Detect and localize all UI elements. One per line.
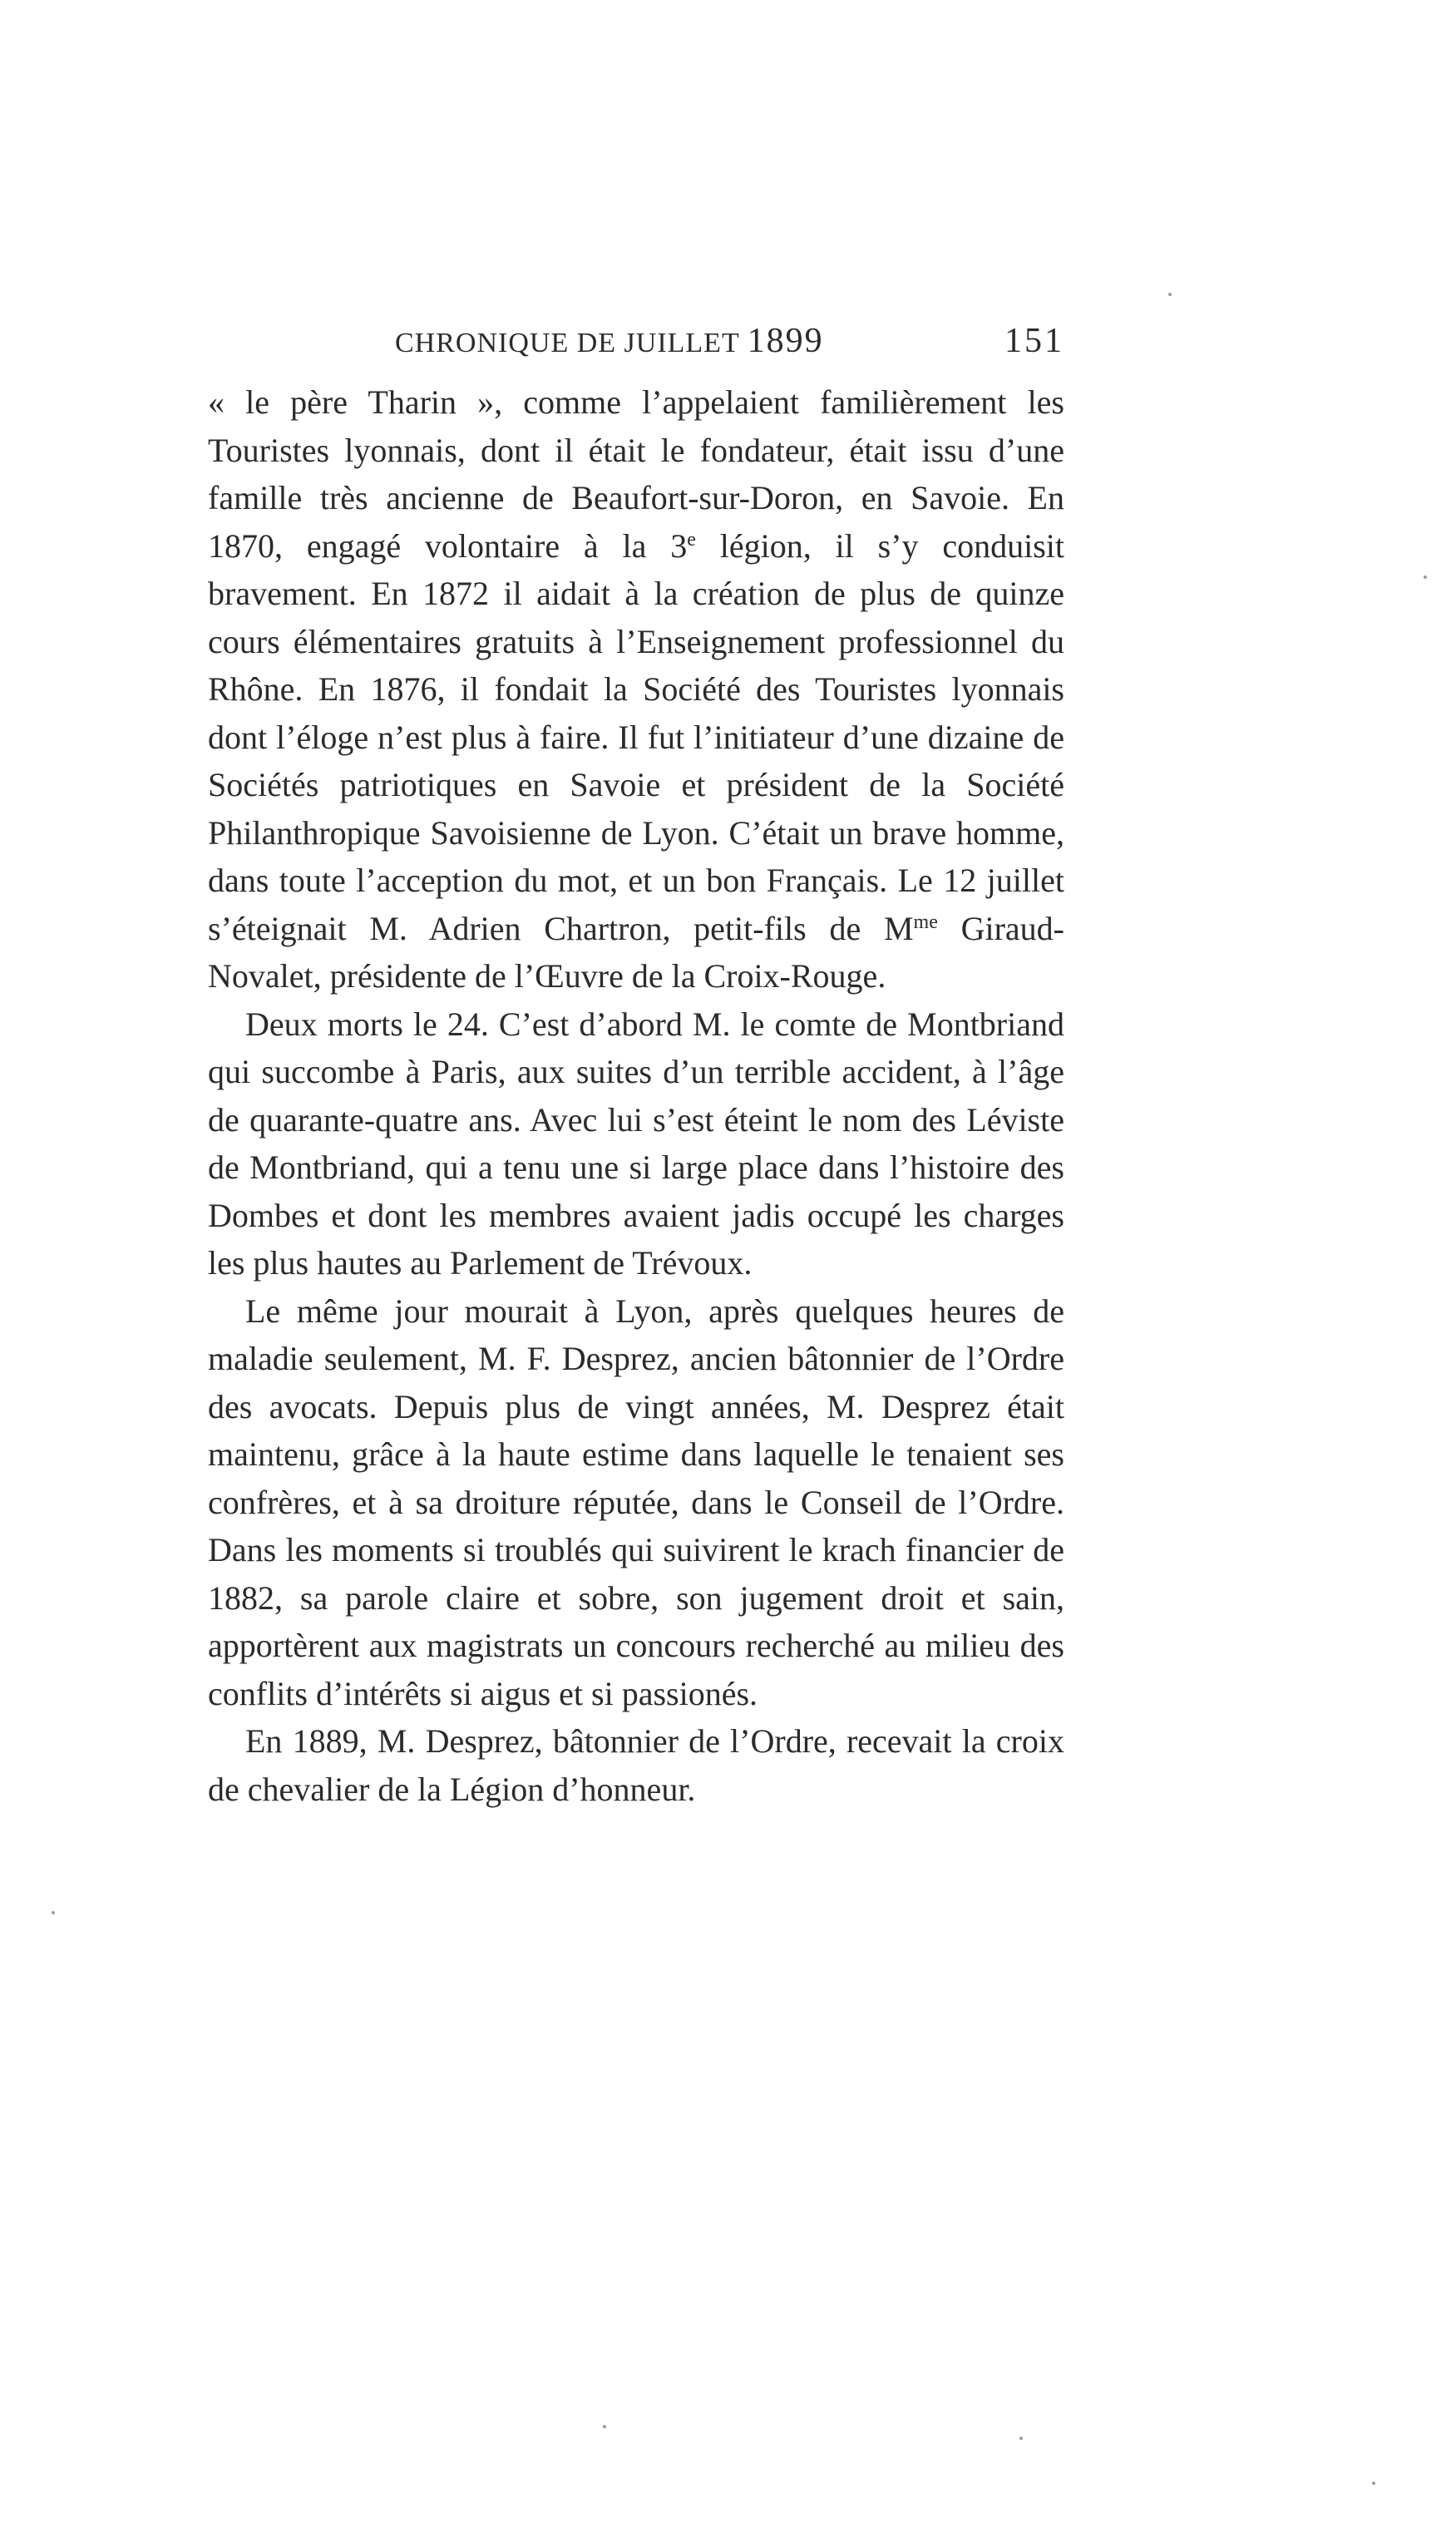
paper-speck [1019,2437,1023,2440]
paragraph-2: Deux morts le 24. C’est d’abord M. le comte de Montbriand qui succombe à Paris, aux suites d’un terrible accident, à l’âge de quarante-quatre ans. Avec lui s’est éteint le nom des Léviste de Montbriand, qui a tenu une si large place dans l’histoire des Dombes et dont les membres avaient jadis occupé les charges les plus hautes au Parlement de Trévoux. [208,1005,1064,1282]
paper-speck [1372,2482,1375,2485]
running-title-year: 1899 [747,322,824,360]
running-head [208,321,1064,371]
paper-speck [52,1911,55,1914]
paper-speck [1424,575,1427,579]
paper-speck [1168,293,1172,296]
paper-speck [603,2425,606,2428]
paragraph-continued [208,378,1064,1000]
superscript-madame: me [913,911,938,933]
paragraph-1-text-a: « le père Tharin », comme l’appelaient familièrement les Touristes lyonnais, dont il était le fondateur, était issu d’une famille très ancienne de Beaufort-sur-Doron, en Savoie. En 1870, engagé volontaire à la 3 [208,383,1064,565]
body-text [208,378,1064,1813]
paragraph-1-text-b: légion, il s’y conduisit bravement. En 1872 il aidait à la création de plus de quinze cours élémentaires gratuits à l’Enseignement professionnel du Rhône. En 1876, il fondait la Société des Touristes lyonnais dont l’éloge n’est plus à faire. Il fut l’initiateur d’une dizaine de Sociétés patriotiques en Savoie et président de la Société Philanthropique Savoisienne de Lyon. C’était un brave homme, dans toute l’acception du mot, et un bon Français. Le 12 juillet s’éteignait M. Adrien Chartron, petit-fils de M [208,526,1064,947]
running-title-text: CHRONIQUE DE JUILLET [395,328,740,358]
paragraph-1-text-c: Giraud-Novalet, présidente de l’Œuvre de la Croix-Rouge. [208,909,1064,995]
superscript-ordinal: e [687,528,696,551]
paragraph-4: En 1889, M. Desprez, bâtonnier de l’Ordre, recevait la croix de chevalier de la Légion d’honneur. [208,1722,1064,1808]
paragraph-3: Le même jour mourait à Lyon, après quelques heures de maladie seulement, M. F. Desprez, ancien bâtonnier de l’Ordre des avocats. Depuis plus de vingt années, M. Desprez était maintenu, grâce à la haute estime dans laquelle le tenaient ses confrères, et à sa droiture réputée, dans le Conseil de l’Ordre. Dans les moments si troublés qui suivirent le krach financier de 1882, sa parole claire et sobre, son jugement droit et sain, apportèrent aux magistrats un concours recherché au milieu des conflits d’intérêts si aigus et si passionés. [208,1292,1064,1712]
page-number: 151 [1004,322,1064,360]
running-title [395,321,824,361]
